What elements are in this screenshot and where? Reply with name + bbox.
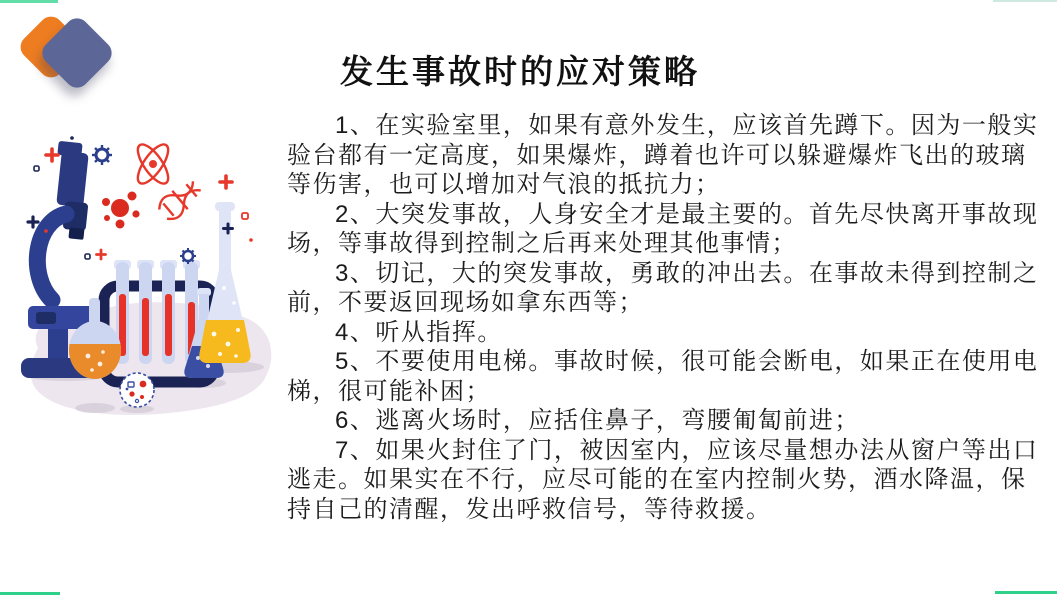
bottom-right-accent-line	[995, 591, 1057, 594]
safety-item-7: 7、如果火封住了门，被因室内，应该尽量想办法从窗户等出口逃走。如果实在不行，应尽可能的在室内控制火势，酒水降温，保持自己的清醒，发出呼救信号，等待救援。	[287, 436, 1039, 523]
plus-icon	[28, 217, 38, 227]
plus-icon	[220, 176, 232, 188]
plus-icon	[97, 250, 106, 259]
safety-item-3: 3、切记，大的突发事故，勇敢的冲出去。在事故未得到控制之前，不要返回现场如拿东西等；	[287, 259, 1039, 316]
safety-instructions	[287, 111, 1043, 524]
page-title: 发生事故时的应对策略	[340, 53, 700, 90]
bottom-left-accent-line	[0, 592, 60, 595]
lab-illustration	[8, 118, 280, 430]
safety-item-1: 1、在实验室里，如果有意外发生，应该首先蹲下。因为一般实验台都有一定高度，如果爆炸，蹲着也许可以躲避爆炸飞出的玻璃等伤害，也可以增加对气浪的抵抗力；	[287, 112, 1039, 198]
plus-icon	[46, 149, 58, 161]
safety-item-5: 5、不要使用电梯。事故时候，很可能会断电，如果正在使用电梯，很可能补困；	[287, 348, 1039, 405]
gear-icon	[92, 145, 112, 165]
safety-item-6: 6、逃离火场时，应括住鼻子，弯腰匍匐前进；	[335, 407, 860, 434]
safety-item-2: 2、大突发事故，人身安全才是最主要的。首先尽快离开事故现场，等事故得到控制之后再来处理其他事情；	[287, 200, 1039, 257]
petri-dish-icon	[120, 373, 154, 407]
top-left-accent-line	[0, 0, 58, 3]
atom-icon	[132, 140, 173, 188]
safety-item-4: 4、听从指挥。	[335, 318, 503, 346]
top-right-accent-line	[993, 0, 1057, 2]
virus-icon	[102, 192, 140, 229]
test-tube-icon	[137, 260, 154, 364]
test-tube-icon	[160, 260, 177, 364]
